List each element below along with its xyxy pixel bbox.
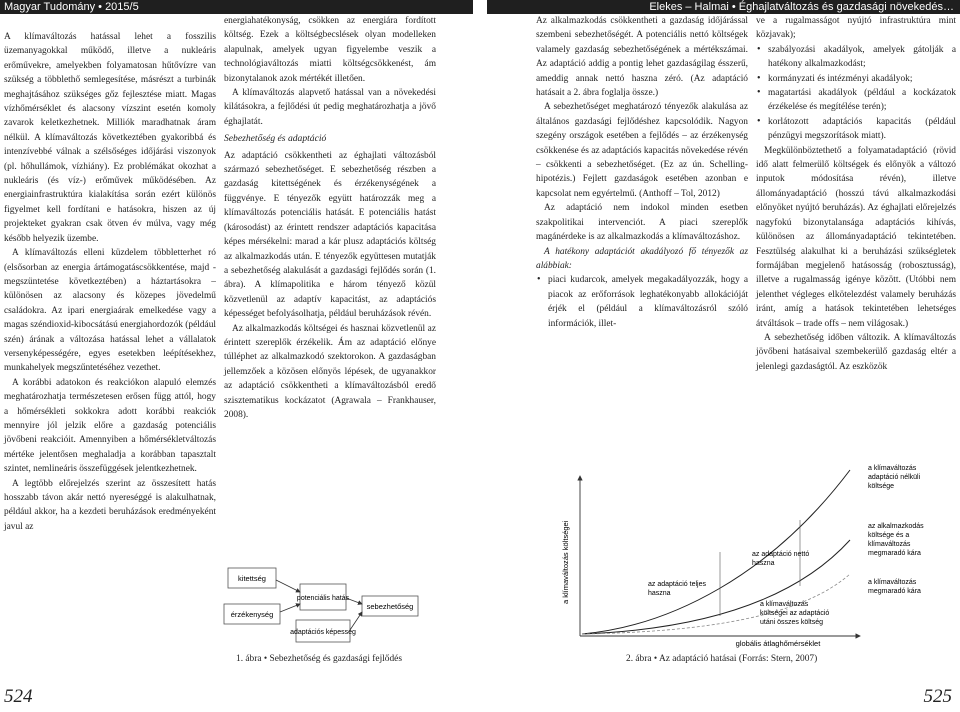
- figure-2-caption: 2. ábra • Az adaptáció hatásai (Forrás: Stern, 2007): [626, 654, 818, 664]
- paragraph: Az alkalmazkodás költségei és hasznai közvetlenül az érintett szereplők érzékelik. Ám az adaptáció előnye túlléphet az alkalmazkodó szektorokon. A gazdaságban jellemzőek a közösen előnyös lépések, de ugyanakkor az adaptáció csökkentheti a klímaváltozásból eredő szisztematikus kockázatot (Agrawala – Frankhauser, 2008).: [224, 323, 436, 420]
- remaining-damage-text: a klímaváltozás: [868, 579, 917, 586]
- arrow: [280, 604, 300, 612]
- sebezhetoseg-label: sebezhetőség: [366, 602, 414, 611]
- left-page-header: [0, 0, 473, 14]
- left-page-column-2: [224, 14, 436, 422]
- paragraph: Az adaptáció nem indokol minden esetben szakpolitikai intervenciót. A piaci szereplők magánérdeke is az alkalmazkodás a klímaváltozáshoz.: [536, 203, 748, 243]
- bullet-list: [536, 273, 748, 331]
- left-page-number: 524: [4, 686, 33, 707]
- paragraph: A korábbi adatokon és reakciókon alapuló elemzés meghatározhatja természetesen erősen függ attól, hogy a hőmérsékleti sokkokra adott korábbi reakciók mennyire jól jelzik előre a gazdaság potenciális jövőbeni reakcióit. Amennyiben a hőmérsékletváltozás mértéke jelentősen meghaladja a korábban tapasztalt szintet, nemlineáris összefüggések jelentkezhetnek.: [4, 377, 216, 475]
- label-line: megmaradó kára: [868, 550, 921, 557]
- kitettseg-label: kitettség: [238, 574, 266, 583]
- left-header-text: Magyar Tudomány • 2015/5: [4, 1, 139, 13]
- x-axis-label: globális átlaghőmérséklet: [735, 639, 821, 648]
- list-item: • magatartási akadályok (például a kockázatok érzékelése és megítélése terén);: [766, 86, 956, 115]
- label-line: haszna: [648, 590, 671, 597]
- right-header-text: Elekes – Halmai • Éghajlatváltozás és gazdasági növekedés…: [649, 1, 954, 13]
- paragraph: Megkülönböztethető a folyamatadaptáció (rövid idő alatt felmerülő költségek és előnyök a változó inputok módosítása révén), illetve állományadaptáció (hosszú távú alkalmazkodási előnyöket nyújtó beruházás). Az éghajlati előrejelzés nagyfokú bizonytalansága adaptációs kihívás, különösen az állományadaptáció tekintetében. Fesztülség alakulhat ki a beruházási szükségletek formájában megjelenő hatásosság (robosztusság), illetve a rugalmasság igénye között. (Utóbbi nem jelenthet végleges elkötelezdést valamely beruházás iránt, amíg a hatások tekintetében lehetséges átváltások – trade offs – nem világosak.): [756, 145, 956, 329]
- figure-1-diagram: [222, 552, 438, 652]
- left-page-column-1: [4, 30, 216, 534]
- right-page-number: 525: [923, 686, 952, 707]
- label-line: költsége és a: [868, 532, 910, 539]
- paragraph: A sebezhetőséget meghatározó tényezők alakulása az általános gazdasági fejlődéshez kapcsolódik. Nagyon szegény országok esetében a fejlődés – az érzékenység csökkenése és az adaptációs kapacitás növekedése révén – csökkenti a sebezhetőséget. (Ez az ún. Schelling-hipotézis.) Fejlett gazdaságok esetében azonban e kapcsolat nem egyértelmű. (Anthoff – Tol, 2012): [536, 102, 748, 199]
- erzekenyseg-label: érzékenység: [230, 610, 274, 619]
- paragraph: A sebezhetőség időben változik. A klímaváltozás jövőbeni hatásaival szembekerülő gazdaság eltér a jelenlegi gazdaságtól. Az eszközök: [756, 332, 956, 372]
- label-line: klímaváltozás: [868, 541, 911, 548]
- section-heading: Sebezhetőség és adaptáció: [224, 133, 327, 145]
- list-item: • korlátozott adaptációs kapacitás (például pénzügyi megszorítások miatt).: [766, 115, 956, 144]
- figure-2-diagram: [550, 456, 954, 652]
- residual-cost-text: a klímaváltozás: [760, 601, 809, 608]
- potencialis-hatas-label: potenciális hatás: [296, 595, 350, 602]
- paragraph: ve a rugalmasságot nyújtó infrastruktúra mint közjavak);: [756, 16, 956, 41]
- figure-1-caption: 1. ábra • Sebezhetőség és gazdasági fejlődés: [236, 654, 402, 664]
- adaptation-cost-text: az alkalmazkodás: [868, 523, 924, 530]
- gross-benefit-label: [648, 581, 708, 597]
- list-item: • piaci kudarcok, amelyek megakadályozzák, hogy a piacok az erőforrások leghatékonyabb allokációját érjék el (például a klímaváltozásról szóló információk, illet-: [546, 273, 748, 331]
- paragraph: A klímaváltozás alapvető hatással van a növekedési kilátásokra, a fejlődési út pedig meghatározhatja a jövő éghajlatát.: [224, 88, 436, 127]
- list-item: • kormányzati és intézményi akadályok;: [766, 72, 956, 86]
- adaptation-cost-label: [868, 523, 926, 557]
- arrow: [350, 612, 362, 630]
- paragraph: Az adaptáció csökkentheti az éghajlati változásból származó sebezhetőséget. E sebezhetőség részben a gazdaság kitettségének és érzékenységének a függvénye. E tényezők együtt határozzák meg a klímaváltozás potenciális hatását. E potenciális hatást (károsodást) az érintett rendszer adaptációs kapacitása képes mérsékelni: marad a kár plusz adaptációs költség az alkalmazkodás után. E tényezők együttesen mutatják a sebezhetőség alakulását a gazdasági fejlődés során (1. ábra). A klímapolitika e három tényező közül közvetlenül az adaptív kapacitást, az adaptációs képességet befolyásolhatja, például beruházások révén.: [224, 150, 436, 320]
- label-line: adaptáció nélküli: [868, 474, 921, 481]
- no-adaptation-label: [868, 465, 921, 490]
- right-page-column-1: [536, 14, 748, 331]
- arrow: [276, 580, 300, 592]
- remaining-damage-label: [868, 579, 921, 595]
- paragraph: Az alkalmazkodás csökkentheti a gazdaság időjárással szembeni sebezhetőségét. A potenciális nettó költségek valamely gazdaság sebezhetőségének a mértékszámai. Az adaptáció addig a pontig lehet gazdaságilag ésszerű, ameddig annak nettó haszna zéró. (Az adaptáció hatásait a 2. ábra foglalja össze.): [536, 16, 748, 99]
- residual-cost-label: [760, 601, 829, 626]
- label-line: költségei az adaptáció: [760, 610, 830, 617]
- right-page-header: [487, 0, 960, 14]
- paragraph: energiahatékonyság, csökken az energiára fordított költség. Ezek a költségbecslések olyan modelleken alapulnak, amelyek ugyan figyelembe veszik a technológiaváltozás miatti költségcsökkenést, ám bizonytalanok azok mértékét illetően.: [224, 16, 436, 84]
- paragraph: A legtöbb előrejelzés szerint az összesített hatás hosszabb távon akár nettó nyereséggé is alakulhatnak, például akkor, ha a kezdeti beruházások eredményeként javul az: [4, 478, 216, 532]
- net-benefit-text: az adaptáció nettó: [752, 551, 810, 558]
- label-line: haszna: [752, 560, 775, 567]
- gross-benefit-text: az adaptáció teljes: [648, 581, 706, 588]
- label-line: megmaradó kára: [868, 588, 921, 595]
- label-line: utáni összes költség: [760, 619, 824, 626]
- adaptacios-kepesseg-label: adaptációs képesség: [290, 629, 356, 636]
- paragraph: A klímaváltozás elleni küzdelem többletterhet ró (elsősorban az energia ártámogatáscsökkentése, majd -megszüntetése következtében) a háztartásokra – különösen az alacsony és közepes jövedelmű családokra. Az ipari energiaárak emelkedése vagy a magas széndioxid-kibocsátású energiahordozók (például szén) árának a változása hatással lehet a vállalatok versenyképességére, egyes esetekben leépítésekhez, munkahelyek megszűntetéséhez vezethet.: [4, 248, 216, 374]
- list-item: • szabályozási akadályok, amelyek gátolják a hatékony alkalmazkodást;: [766, 43, 956, 72]
- bullet-list: [756, 43, 956, 144]
- net-benefit-label: [752, 551, 811, 567]
- y-axis-label: a klímaváltozás költségei: [561, 520, 570, 604]
- paragraph: A hatékony adaptációt akadályozó fő tényezők az alábbiak:: [536, 246, 748, 271]
- label-line: költsége: [868, 483, 895, 490]
- paragraph: A klímaváltozás hatással lehet a fosszilis üzemanyagokkal működő, illetve a nukleáris erőművekre, amelyekben folyamatosan hűtővízre van szükség a többlethő semlegesítése, másrészt a turbinák meghajtásához szükséges gőz fejlesztése miatt. Magas vízhőmérséklet és alacsony vízszint esetén komoly zavarok keletkezhetnek. Milliók maradhatnak áram nélkül. A klímaváltozás következtében gyakoribbá és intenzívebbé válnak a szélsőséges időjárási viszonyok (pl. hőhullámok, vízhiány). Ez problémákat okozhat a nukleáris (és víz-) erőművek működésében. Az energiainfrastruktúra kialakítása során ezért különös figyelmet kell fordítani e hatásokra, hiszen az új projekteket gyakran csak ötven év múlva, vagy még később helyezik üzembe.: [4, 32, 216, 244]
- no-adaptation-text: a klímaváltozás: [868, 465, 917, 472]
- right-page-column-2: [756, 14, 956, 374]
